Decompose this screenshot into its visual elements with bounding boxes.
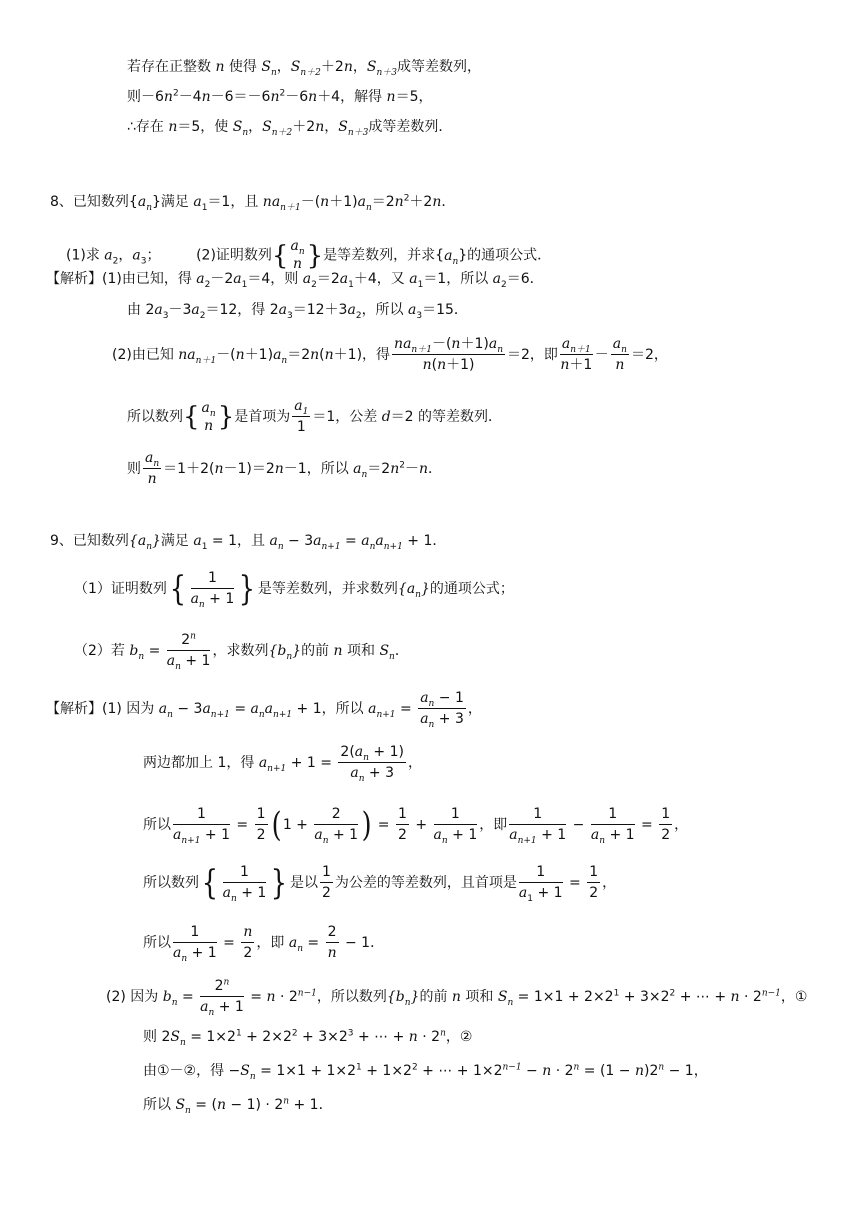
p9-sol-1: 【解析】(1) 因为 $a_n - 3a_{n+1} = a_na_{n+1} + 1$，所以 $a_{n+1}$ = $\frac{a_n - 1}{a_n + 3}$ ，	[46, 690, 482, 730]
p9-sol-9: 所以 $S_n = (n - 1) \cdot 2^n + 1$．	[143, 1096, 333, 1116]
p9-sol-5: 所以 $\frac{1}{a_n + 1}$ = $\frac{n}{2}$ ，即 $a_n$ = $\frac{2}{n}$ − 1．	[143, 924, 385, 964]
p9-sol-4: 所以数列{ $\frac{1}{a_n + 1}$ } 是以 $\frac{1}{2}$ 为公差的等差数列，且首项是 $\frac{1}{a_1 + 1}$ = $\frac{1}{2}$ ，	[143, 863, 617, 904]
p8-sol-1: 【解析】(1)由已知，得 $a_2-2a_1=4$，则 $a_2=2a_1+4$，又 $a_1=1$，所以 $a_2=6$．	[46, 271, 544, 290]
p9-sol-8: 由①－②，得 $-S_n = 1\times 1 + 1\times 2^1 + 1\times 2^2$ + ⋯ + $1\times 2^{n-1} - n \cdot 2^n = (1 - n)2^n - 1$，	[143, 1062, 708, 1082]
sec0-line-1: 若存在正整数 n 使得 $S_n$，$S_{n+2}+2n$，$S_{n+3}$成等差数列，	[127, 59, 481, 78]
p8-stem: 8、已知数列$\{a_n\}$满足 $a_1=1$，且 $na_{n+1}-(n+1)a_n=2n^2+2n$．	[50, 193, 456, 213]
p9-sol-2: 两边都加上 1，得 $a_{n+1} + 1$ = $\frac{2(a_n + 1)}{a_n + 3}$ ，	[143, 744, 422, 784]
p8-sol-2: 由 $2a_3-3a_2=12$，得 $2a_3=12+3a_2$，所以 $a_3=15$．	[127, 302, 468, 321]
p9-stem: 9、已知数列$\{a_n\}$满足 $a_1 = 1$，且 $a_n - 3a_{n+1} = a_na_{n+1} + 1$．	[50, 533, 447, 552]
p8-sol-4: 所以数列{ $a_n$ n }是首项为 $\frac{a_1}{1}$ ＝1，公差 d＝2 的等差数列．	[127, 398, 503, 435]
p8-question: (1)求 $a_2$，$a_3$； (2)证明数列{ $a_n$ n }是等差数列，并求$\{a_n\}$的通项公式．	[66, 238, 552, 272]
p9-sol-7: 则 $2S_n = 1\times 2^1 + 2\times 2^2 + 3\times 2^3$ + ⋯ + $n \cdot 2^n$，②	[143, 1028, 473, 1048]
sec0-line-3: ∴存在 n＝5，使 $S_n$，$S_{n+2}+2n$，$S_{n+3}$成等差数列．	[127, 119, 453, 138]
p9-sol-6: (2) 因为 $b_n$ = $\frac{2^n}{a_n + 1}$ = $n \cdot 2^{n-1}$，所以数列$\{b_n\}$的前 n 项和 $S_n = 1\times 1 + 2\times 2^1 + 3\times 2^2$ + ⋯ + $n \cdot 2^{n-1}$，①	[106, 977, 808, 1018]
sec0-line-2: 则$-6n^2-4n-6=-6n^2-6n+4$，解得 n＝5，	[127, 88, 433, 105]
p9-question-1: （1）证明数列{ $\frac{1}{a_n + 1}$ } 是等差数列，并求数列$\{a_n\}$的通项公式；	[74, 569, 514, 610]
p9-question-2: （2）若 $b_n$ = $\frac{2^n}{a_n + 1}$ ，求数列$\{b_n\}$的前 n 项和 $S_n$．	[74, 631, 409, 672]
p8-sol-3: (2)由已知 $na_{n+1}-(n+1)a_n=2n(n+1)$，得 $na_{n+1}-(n+1)a_n$ n(n＋1) ＝2，即 $\frac{a_{n+1}}{n+1}$ － $\frac{a_n}{n}$ ＝2，	[112, 336, 668, 373]
p8-sol-5: 则 $\frac{a_n}{n}$ ＝1＋2(n－1)＝2n－1，所以 $a_n=2n^2-n$．	[127, 450, 443, 487]
p9-sol-3: 所以 $\frac{1}{a_{n+1} + 1}$ = $\frac{1}{2}$ ( 1 + $\frac{2}{a_n + 1}$ ) = $\frac{1}{2}$ + $\frac{1}{a_n + 1}$ ，即 $\frac{1}{a_{n+1} + 1}$ − $\frac{1}{a_n + 1}$ = $\frac{1}{2}$ ，	[143, 805, 689, 846]
